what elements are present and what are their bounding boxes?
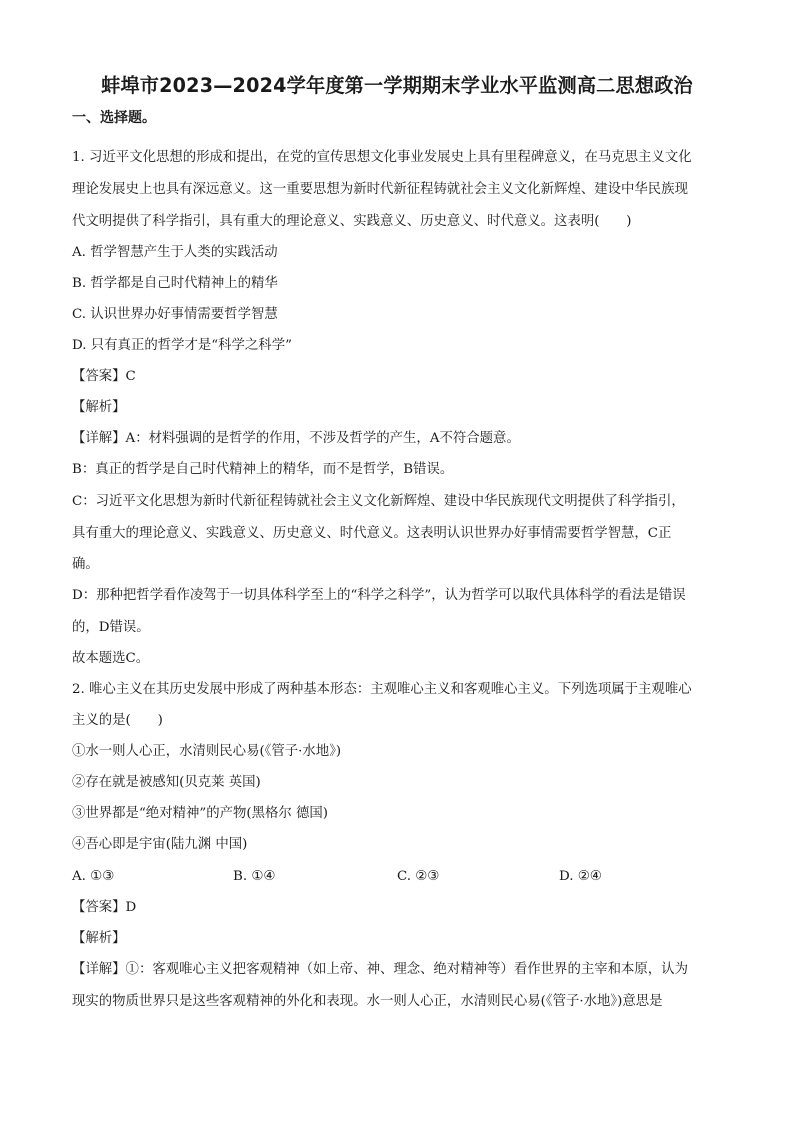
q1-detail-line: 的，D错误。 — [72, 620, 150, 635]
section-heading: 一、选择题。 — [72, 110, 156, 126]
q1-detail-line: 具有重大的理论意义、实践意义、历史意义、时代意义。这表明认识世界办好事情需要哲学智慧，C正 — [72, 526, 672, 541]
q1-option-d: D. 只有真正的哲学才是“科学之科学” — [72, 338, 292, 353]
q1-stem-line: 1. 习近平文化思想的形成和提出，在党的宣传思想文化事业发展史上具有里程碑意义，在马克思主义文化 — [72, 150, 692, 165]
q2-stem-line: 2. 唯心主义在其历史发展中形成了两种基本形态：主观唯心主义和客观唯心主义。下列选项属于主观唯心 — [72, 682, 692, 697]
q2-option-c: C. ②③ — [397, 869, 440, 884]
q2-item-3: ③世界都是“绝对精神”的产物(黑格尔 德国) — [72, 806, 329, 821]
q1-stem-line: 代文明提供了科学指引，具有重大的理论意义、实践意义、历史意义、时代意义。这表明( ) — [72, 214, 632, 229]
q2-option-a: A. ①③ — [72, 869, 115, 884]
q2-analysis-label: 【解析】 — [72, 931, 126, 946]
q1-option-b: B. 哲学都是自己时代精神上的精华 — [72, 276, 278, 291]
q2-option-b: B. ①④ — [233, 869, 276, 884]
q2-item-1: ①水一则人心正，水清则民心易(《管子·水地》) — [72, 744, 342, 759]
q2-item-4: ④吾心即是宇宙(陆九渊 中国) — [72, 837, 248, 852]
q1-option-a: A. 哲学智慧产生于人类的实践活动 — [72, 245, 278, 260]
q1-detail-line: 确。 — [72, 557, 99, 572]
q1-conclusion: 故本题选C。 — [72, 651, 150, 666]
q1-stem-line: 理论发展史上也具有深远意义。这一重要思想为新时代新征程铸就社会主义文化新辉煌、建设中华民族现 — [72, 182, 688, 197]
q2-item-2: ②存在就是被感知(贝克莱 英国) — [72, 775, 261, 790]
q1-detail-line: B：真正的哲学是自己时代精神上的精华，而不是哲学，B错误。 — [72, 462, 454, 477]
q2-detail-line: 【详解】①：客观唯心主义把客观精神（如上帝、神、理念、绝对精神等）看作世界的主宰和本原，认为 — [72, 962, 688, 977]
q1-detail-line: C：习近平文化思想为新时代新征程铸就社会主义文化新辉煌、建设中华民族现代文明提供了科学指引， — [72, 494, 685, 509]
page-title: 蚌埠市2023—2024学年度第一学期期末学业水平监测高二思想政治 — [101, 74, 693, 97]
q1-analysis-label: 【解析】 — [72, 400, 126, 415]
q1-detail-line: D：那种把哲学看作凌驾于一切具体科学至上的“科学之科学”，认为哲学可以取代具体科学的看法是错误 — [72, 588, 686, 603]
q2-answer: 【答案】D — [72, 900, 137, 915]
q1-answer: 【答案】C — [72, 369, 136, 384]
q2-detail-line: 现实的物质世界只是这些客观精神的外化和表现。水一则人心正，水清则民心易(《管子·水地》)意思是 — [72, 994, 663, 1009]
q2-stem-line: 主义的是( ) — [72, 713, 163, 728]
q2-option-d: D. ②④ — [559, 869, 602, 884]
q1-detail-line: 【详解】A：材料强调的是哲学的作用，不涉及哲学的产生，A不符合题意。 — [72, 431, 520, 446]
q1-option-c: C. 认识世界办好事情需要哲学智慧 — [72, 307, 278, 322]
